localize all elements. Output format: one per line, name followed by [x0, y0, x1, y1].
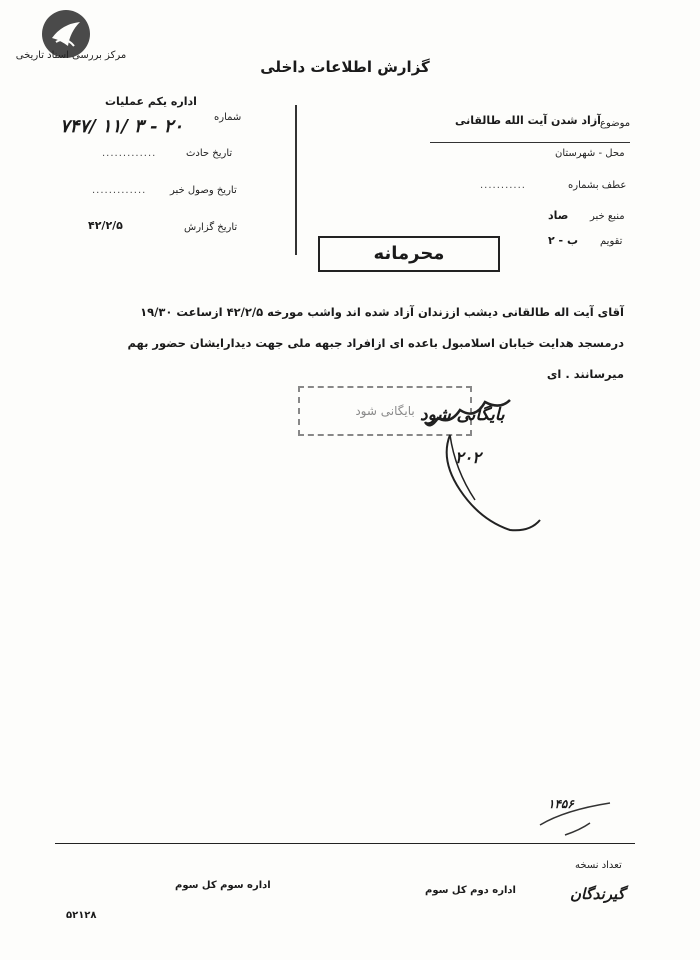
signature-icon	[300, 380, 560, 540]
receipt-date-blank: .............	[92, 185, 147, 196]
recipients-label: گیرندگان	[570, 885, 625, 903]
event-date-blank: .............	[102, 148, 157, 159]
footer-rule	[55, 843, 635, 844]
reference-label: عطف بشماره	[568, 180, 627, 191]
bottom-scribble-icon	[535, 795, 615, 840]
body-line-3: میرسانند . ای	[546, 367, 624, 381]
rating-label: تقویم	[600, 236, 623, 247]
copies-label: تعداد نسخه	[575, 860, 622, 871]
source-value: صاد	[548, 209, 569, 222]
subject-label: موضوع	[600, 118, 631, 129]
bottom-note: ۱۴۵۶	[548, 797, 574, 811]
reference-blank: ...........	[480, 180, 526, 191]
handwritten-note: بایگانی شود	[420, 405, 505, 425]
recipient-1: اداره دوم کل سوم	[425, 885, 516, 896]
classification-stamp: محرمانه	[318, 236, 500, 272]
document-code: ۵۲۱۲۸	[66, 910, 97, 921]
document-title: گزارش اطلاعات داخلی	[260, 58, 430, 76]
body-line-2: درمسجد هدایت خیابان اسلامبول باعده ای ازافراد جبهه ملی جهت دیدارایشان حضور بهم	[127, 336, 624, 350]
rating-value: ب - ۲	[548, 234, 578, 247]
receipt-date-label: تاریخ وصول خبر	[170, 185, 237, 196]
subject-value: آزاد شدن آیت الله طالقانی	[455, 114, 601, 127]
header-divider	[295, 105, 297, 255]
handwritten-number: ۲۰۲	[455, 448, 481, 467]
document-number: ۷۴۷/ ۱۱/ ۳ - ۲۰	[60, 116, 184, 137]
department-text: اداره یکم عملیات	[105, 95, 197, 108]
faint-archive-stamp: بایگانی شود	[298, 386, 472, 436]
place-label: محل - شهرستان	[555, 148, 625, 159]
event-date-label: تاریخ حادث	[186, 148, 233, 159]
source-label: منبع خبر	[590, 211, 625, 222]
recipient-2: اداره سوم کل سوم	[175, 880, 271, 891]
archive-logo-text: مرکز بررسی اسناد تاریخی	[15, 50, 127, 61]
subject-underline	[430, 142, 630, 143]
number-label: شماره	[214, 112, 242, 123]
report-date-label: تاریخ گزارش	[184, 222, 238, 233]
body-line-1: آقای آیت اله طالقانی دیشب اززندان آزاد شده اند واشب مورخه ۴۲/۲/۵ ازساعت ۱۹/۳۰	[140, 305, 624, 319]
report-date-value: ۴۲/۲/۵	[88, 219, 123, 232]
